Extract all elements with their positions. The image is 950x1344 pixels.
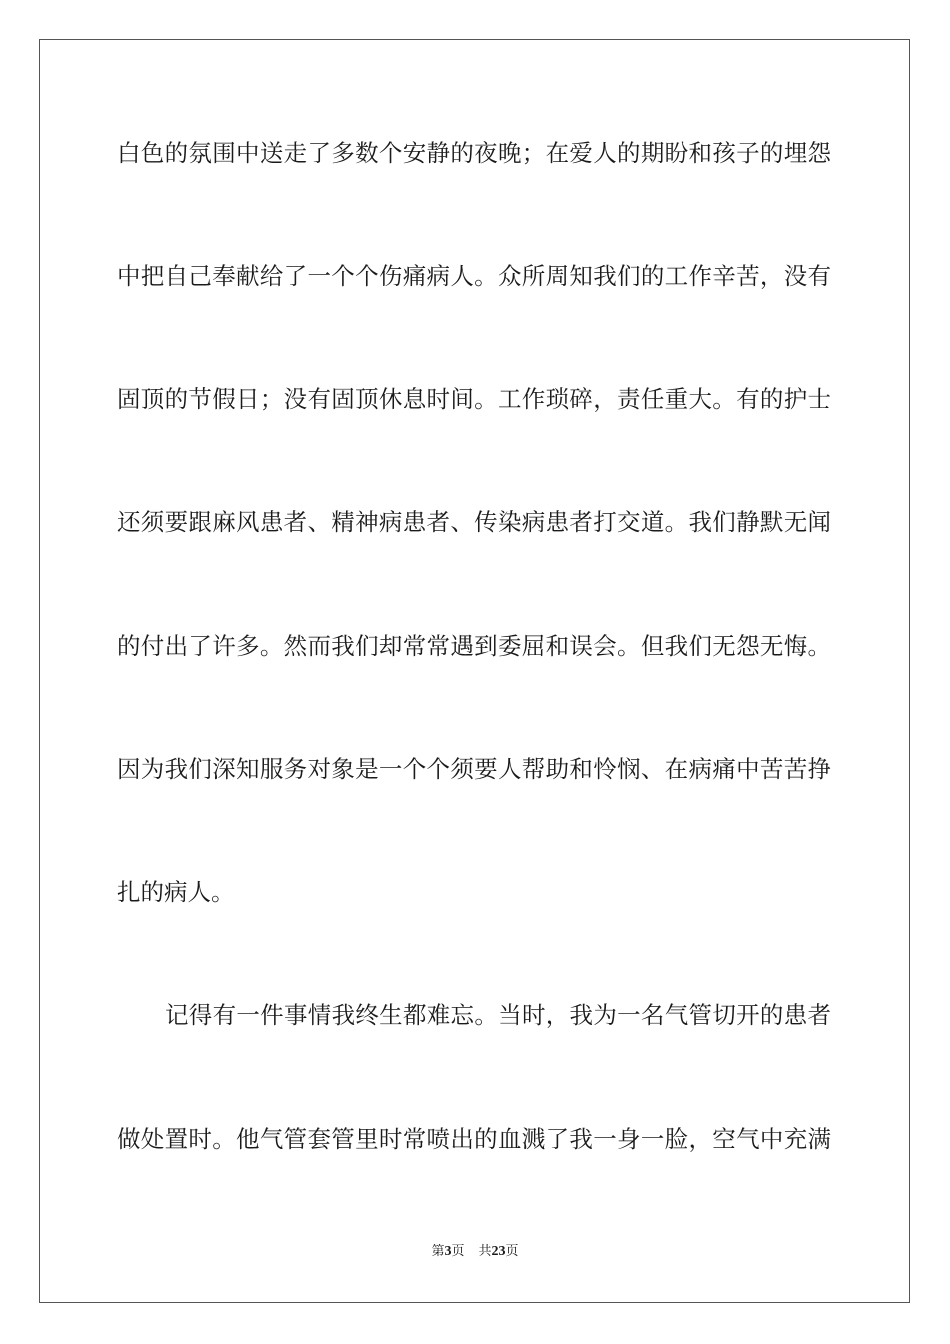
body-line-9: 做处置时。他气管套管里时常喷出的血溅了我一身一脸，空气中充满: [117, 1125, 831, 1153]
body-line-3: 固顶的节假日；没有固顶休息时间。工作琐碎，责任重大。有的护士: [117, 385, 831, 413]
body-line-5: 的付出了许多。然而我们却常常遇到委屈和误会。但我们无怨无悔。: [117, 632, 831, 660]
total-prefix: 共: [478, 1244, 492, 1259]
body-line-7: 扎的病人。: [117, 878, 235, 906]
body-line-1: 白色的氛围中送走了多数个安静的夜晚；在爱人的期盼和孩子的埋怨: [117, 139, 831, 167]
page-footer: [0, 1243, 950, 1261]
body-line-6: 因为我们深知服务对象是一个个须要人帮助和怜悯、在病痛中苦苦挣: [117, 755, 831, 783]
page-total: 23: [491, 1244, 506, 1259]
page-suffix: 页: [451, 1244, 465, 1259]
total-suffix: 页: [505, 1244, 519, 1259]
page-prefix: 第: [431, 1244, 445, 1259]
body-line-2: 中把自己奉献给了一个个伤痛病人。众所周知我们的工作辛苦，没有: [117, 262, 831, 290]
page-current: 3: [444, 1244, 452, 1259]
page-border: [39, 39, 910, 1303]
body-line-4: 还须要跟麻风患者、精神病患者、传染病患者打交道。我们静默无闻: [117, 508, 831, 536]
body-line-8: 记得有一件事情我终生都难忘。当时，我为一名气管切开的患者: [165, 1001, 831, 1029]
